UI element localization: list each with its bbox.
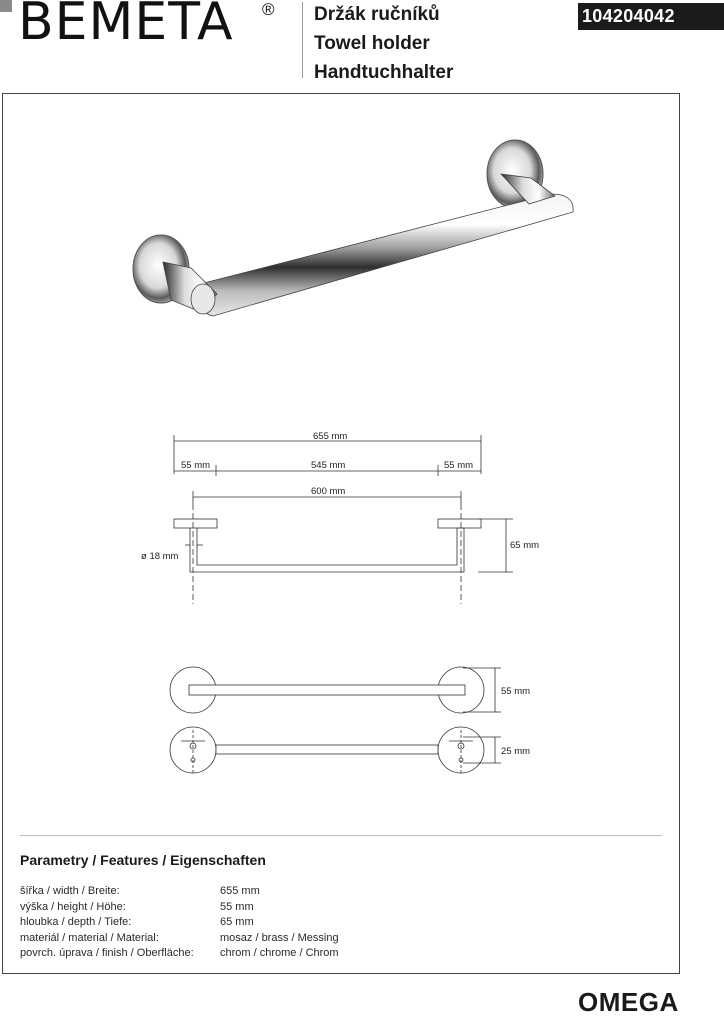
spec-value: 655 mm — [220, 885, 260, 897]
dim-overall-width: 655 mm — [313, 431, 348, 442]
features-table — [20, 884, 339, 962]
series-name: OMEGA — [578, 987, 679, 1017]
section-divider — [20, 835, 662, 836]
product-code-badge: 104204042 — [578, 3, 724, 30]
spec-label: hloubka / depth / Tiefe: — [20, 916, 132, 928]
logo-wordmark: BEMETA — [18, 0, 234, 52]
dim-right-offset: 55 mm — [444, 460, 474, 471]
dim-depth: 65 mm — [510, 540, 540, 551]
dim-bar-span: 545 mm — [311, 460, 346, 471]
logo-square-mark — [0, 0, 12, 12]
spec-label: šířka / width / Breite: — [20, 885, 120, 897]
features-heading: Parametry / Features / Eigenschaften — [20, 852, 266, 868]
spec-value: 65 mm — [220, 916, 254, 928]
spec-row-material — [20, 931, 339, 947]
bottom-view-drawing — [170, 727, 501, 774]
spec-label: povrch. úprava / finish / Oberfläche: — [20, 947, 194, 959]
header-divider — [302, 2, 303, 78]
dim-center-distance: 600 mm — [311, 486, 346, 497]
title-english: Towel holder — [314, 33, 430, 54]
dim-mount-height: 25 mm — [501, 746, 531, 757]
registered-mark: ® — [262, 0, 275, 19]
spec-label: materiál / material / Material: — [20, 931, 159, 944]
dim-left-offset: 55 mm — [181, 460, 211, 471]
spec-label: výška / height / Höhe: — [20, 900, 126, 913]
spec-row-width — [20, 884, 339, 900]
top-view-drawing — [170, 667, 501, 713]
dim-diameter: ø 18 mm — [141, 551, 179, 562]
brand-logo — [0, 0, 290, 60]
spec-value: chrom / chrome / Chrom — [220, 947, 339, 959]
title-czech: Držák ručníků — [314, 4, 440, 25]
product-title-block — [314, 0, 453, 87]
spec-value: 55 mm — [220, 900, 254, 913]
product-drawing — [3, 94, 679, 834]
spec-value: mosaz / brass / Messing — [220, 931, 339, 944]
dim-height: 55 mm — [501, 686, 531, 697]
product-sheet-frame — [2, 93, 680, 974]
spec-row-finish — [20, 946, 339, 962]
spec-row-depth — [20, 915, 339, 931]
spec-row-height — [20, 900, 339, 916]
product-render — [133, 140, 573, 316]
title-german: Handtuchhalter — [314, 62, 454, 83]
